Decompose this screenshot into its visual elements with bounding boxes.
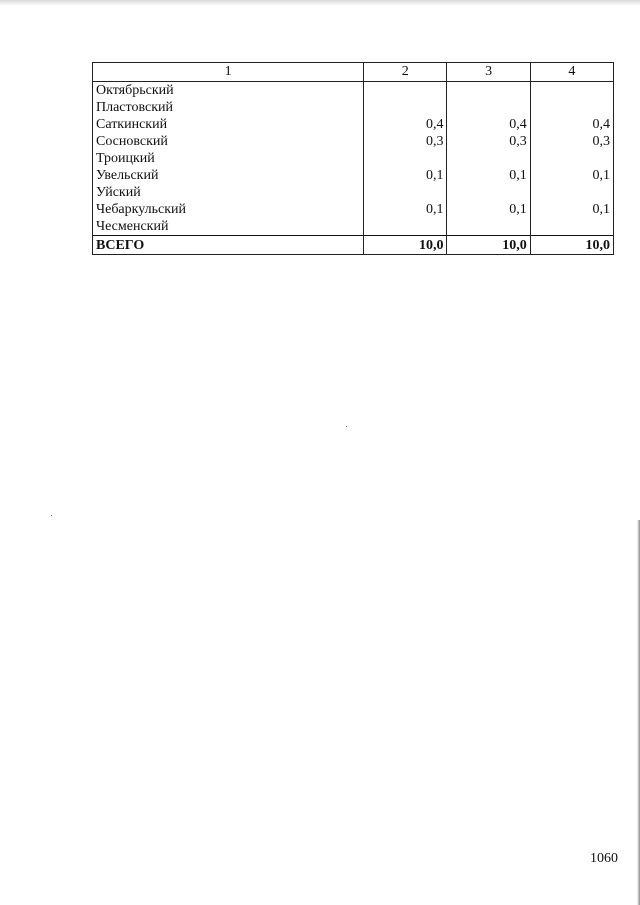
- value-col-2: [364, 150, 447, 167]
- district-name: Чесменский: [93, 218, 364, 236]
- header-row: [93, 63, 614, 82]
- total-col-4: 10,0: [530, 236, 613, 255]
- district-name: Троицкий: [93, 150, 364, 167]
- value-col-3: 0,3: [447, 133, 530, 150]
- district-name: Саткинский: [93, 116, 364, 133]
- value-col-4: [530, 82, 613, 100]
- table-row: [93, 82, 614, 100]
- value-col-3: [447, 184, 530, 201]
- district-name: Чебаркульский: [93, 201, 364, 218]
- table-row: [93, 201, 614, 218]
- district-name: Уйский: [93, 184, 364, 201]
- header-col-1: 1: [93, 63, 364, 82]
- value-col-4: 0,1: [530, 201, 613, 218]
- table-row: [93, 116, 614, 133]
- value-col-3: [447, 99, 530, 116]
- value-col-2: [364, 184, 447, 201]
- total-row: [93, 236, 614, 255]
- scan-speck: [51, 515, 52, 516]
- value-col-3: [447, 82, 530, 100]
- scan-edge-top: [0, 0, 640, 6]
- value-col-2: [364, 99, 447, 116]
- value-col-4: 0,4: [530, 116, 613, 133]
- value-col-2: [364, 218, 447, 236]
- value-col-4: [530, 218, 613, 236]
- value-col-4: [530, 184, 613, 201]
- district-name: Увельский: [93, 167, 364, 184]
- table-row: [93, 133, 614, 150]
- district-name: Октябрьский: [93, 82, 364, 100]
- page-number: 1060: [590, 851, 618, 866]
- value-col-2: 0,3: [364, 133, 447, 150]
- table-header: [93, 63, 614, 82]
- table-row: [93, 167, 614, 184]
- value-col-3: [447, 218, 530, 236]
- value-col-3: 0,1: [447, 167, 530, 184]
- header-col-4: 4: [530, 63, 613, 82]
- value-col-2: 0,1: [364, 167, 447, 184]
- total-label: ВСЕГО: [93, 236, 364, 255]
- value-col-4: 0,3: [530, 133, 613, 150]
- value-col-3: 0,4: [447, 116, 530, 133]
- scan-speck: [346, 426, 347, 427]
- value-col-4: 0,1: [530, 167, 613, 184]
- table-body: [93, 82, 614, 255]
- value-col-3: 0,1: [447, 201, 530, 218]
- district-name: Пластовский: [93, 99, 364, 116]
- table-row: [93, 184, 614, 201]
- value-col-2: [364, 82, 447, 100]
- district-name: Сосновский: [93, 133, 364, 150]
- header-col-2: 2: [364, 63, 447, 82]
- value-col-2: 0,1: [364, 201, 447, 218]
- data-table: [92, 62, 614, 255]
- table-row: [93, 218, 614, 236]
- header-col-3: 3: [447, 63, 530, 82]
- value-col-4: [530, 99, 613, 116]
- table-row: [93, 99, 614, 116]
- value-col-3: [447, 150, 530, 167]
- table-row: [93, 150, 614, 167]
- total-col-3: 10,0: [447, 236, 530, 255]
- value-col-2: 0,4: [364, 116, 447, 133]
- total-col-2: 10,0: [364, 236, 447, 255]
- value-col-4: [530, 150, 613, 167]
